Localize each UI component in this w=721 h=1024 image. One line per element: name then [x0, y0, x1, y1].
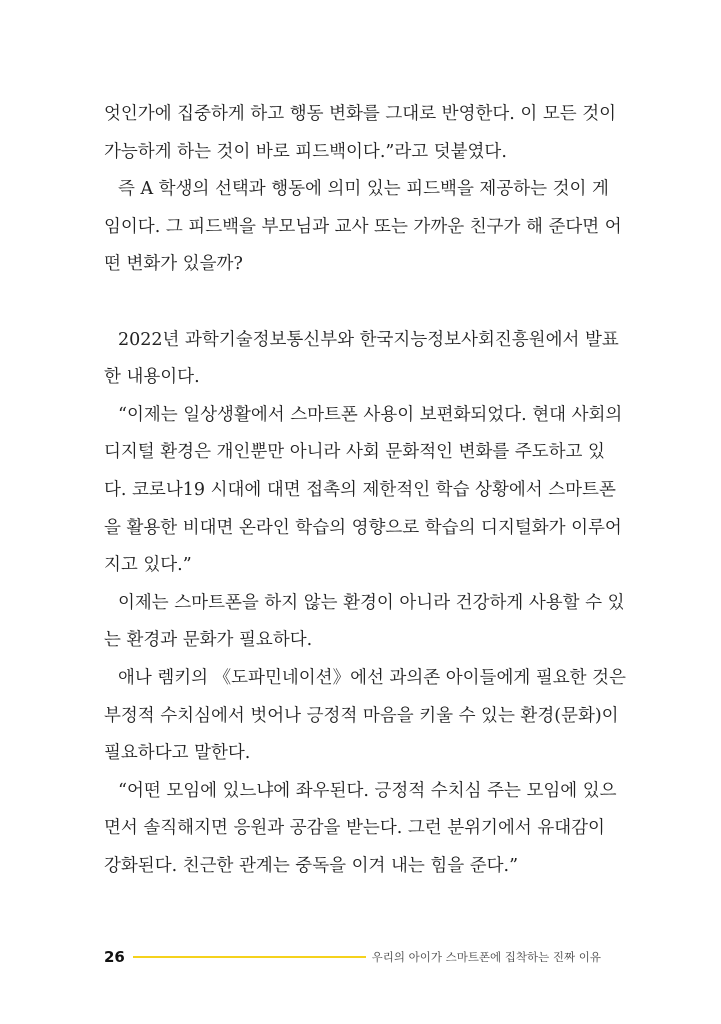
text-line: 을 활용한 비대면 온라인 학습의 영향으로 학습의 디지털화가 이루어: [104, 517, 622, 538]
footer-rule: [133, 956, 366, 958]
text-line: 부정적 수치심에서 벗어나 긍정적 마음을 키울 수 있는 환경(문화)이: [104, 705, 619, 726]
page-footer: [104, 946, 601, 968]
text-line: 는 환경과 문화가 필요하다.: [104, 630, 313, 651]
text-line: 이제는 스마트폰을 하지 않는 환경이 아니라 건강하게 사용할 수 있: [118, 592, 625, 613]
page-number: 26: [104, 948, 125, 966]
text-line: 2022년 과학기술정보통신부와 한국지능정보사회진흥원에서 발표: [118, 329, 619, 350]
text-line: “이제는 일상생활에서 스마트폰 사용이 보편화되었다. 현대 사회의: [118, 404, 623, 425]
text-line: 애나 렘키의 《도파민네이션》에선 과의존 아이들에게 필요한 것은: [118, 667, 626, 688]
text-line: 가능하게 하는 것이 바로 피드백이다.”라고 덧붙였다.: [104, 141, 507, 162]
text-line: 다. 코로나19 시대에 대면 접촉의 제한적인 학습 상황에서 스마트폰: [104, 479, 616, 500]
text-line: 필요하다고 말한다.: [104, 743, 251, 764]
text-line: 지고 있다.”: [104, 555, 192, 576]
text-line: “어떤 모임에 있느냐에 좌우된다. 긍정적 수치심 주는 모임에 있으: [118, 780, 617, 801]
body-text: [104, 96, 626, 885]
text-line: 강화된다. 친근한 관계는 중독을 이겨 내는 힘을 준다.”: [104, 855, 519, 876]
text-line: 임이다. 그 피드백을 부모님과 교사 또는 가까운 친구가 해 준다면 어: [104, 216, 622, 237]
running-title: 우리의 아이가 스마트폰에 집착하는 진짜 이유: [371, 950, 601, 964]
text-line: 한 내용이다.: [104, 367, 200, 388]
paragraph-gap: [104, 284, 604, 322]
text-line: 면서 솔직해지면 응원과 공감을 받는다. 그런 분위기에서 유대감이: [104, 818, 605, 839]
text-line: 즉 A 학생의 선택과 행동에 의미 있는 피드백을 제공하는 것이 게: [118, 179, 609, 200]
text-line: 엇인가에 집중하게 하고 행동 변화를 그대로 반영한다. 이 모든 것이: [104, 104, 617, 124]
text-line: 디지털 환경은 개인뿐만 아니라 사회 문화적인 변화를 주도하고 있: [104, 442, 605, 463]
text-line: 떤 변화가 있을까?: [104, 254, 243, 275]
